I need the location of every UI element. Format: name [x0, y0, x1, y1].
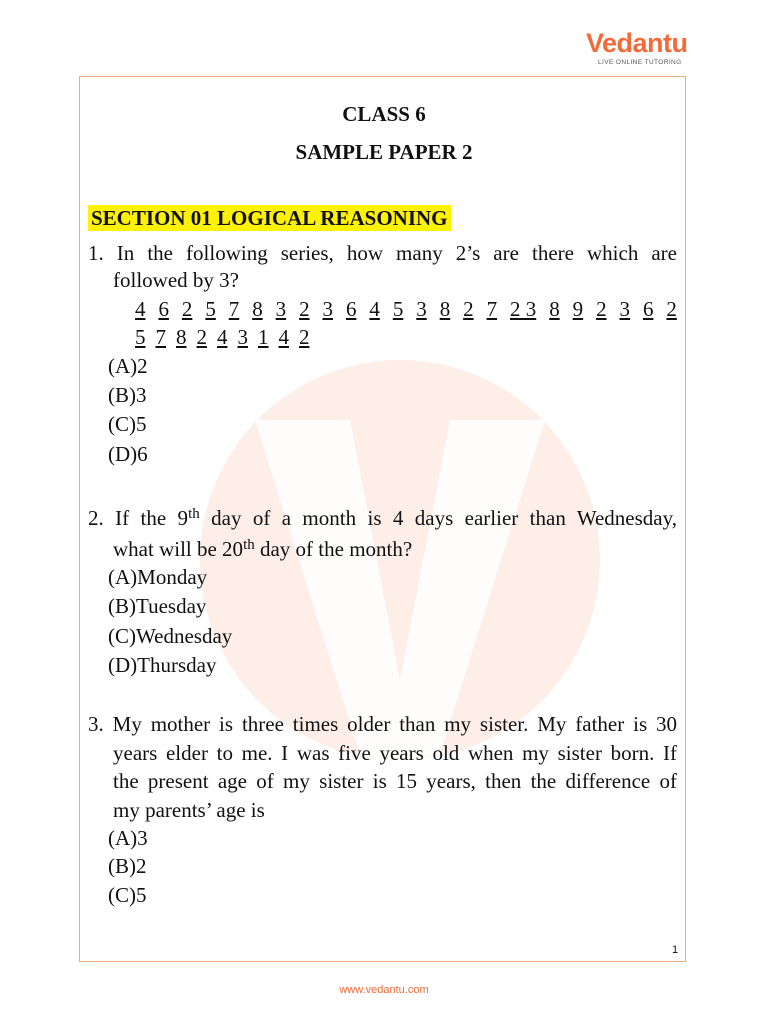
q2-line2: what will be 20th day of the month?	[113, 537, 413, 561]
q3-line2: years elder to me. I was five years old when my sister born. If	[113, 741, 677, 765]
q1-option-a: (A)2	[108, 354, 148, 378]
q3-option-b: (B)2	[108, 854, 147, 878]
q2-option-a: (A)Monday	[108, 565, 208, 589]
section-title: SECTION 01 LOGICAL REASONING	[88, 205, 451, 231]
q3-line1: 3. My mother is three times older than my sister. My father is 30	[88, 712, 678, 736]
q3-option-a: (A)3	[108, 826, 148, 850]
q2-option-b: (B)Tuesday	[108, 594, 207, 618]
q1-option-b: (B)3	[108, 383, 147, 407]
q1-series-row1: 4 6 2 5 7 8 3 2 3 6 4 5 3 8 2 7 2 3 8 9 2 3 6 2	[135, 297, 677, 321]
q1-option-c: (C)5	[108, 412, 147, 436]
q3-line4: my parents’ age is	[113, 798, 265, 822]
logo-tagline: LIVE ONLINE TUTORING	[598, 59, 682, 66]
q2-option-d: (D)Thursday	[108, 653, 217, 677]
footer-url[interactable]: www.vedantu.com	[339, 984, 429, 996]
class-title: CLASS 6	[342, 102, 426, 126]
q1-option-d: (D)6	[108, 442, 148, 466]
q1-series-row2: 5 7 8 2 4 3 1 4 2	[135, 325, 310, 349]
q3-option-c: (C)5	[108, 883, 147, 907]
q2-option-c: (C)Wednesday	[108, 624, 233, 648]
logo-text: Vedantu	[586, 28, 688, 58]
q1-line1: 1. In the following series, how many 2’s are there which are	[88, 241, 677, 265]
q2-line1: 2. If the 9th day of a month is 4 days earlier than Wednesday,	[88, 506, 677, 530]
q1-line2: followed by 3?	[113, 268, 239, 292]
paper-title: SAMPLE PAPER 2	[295, 140, 473, 164]
page-number: 1	[672, 944, 679, 956]
q3-line3: the present age of my sister is 15 years, then the difference of	[113, 769, 677, 793]
